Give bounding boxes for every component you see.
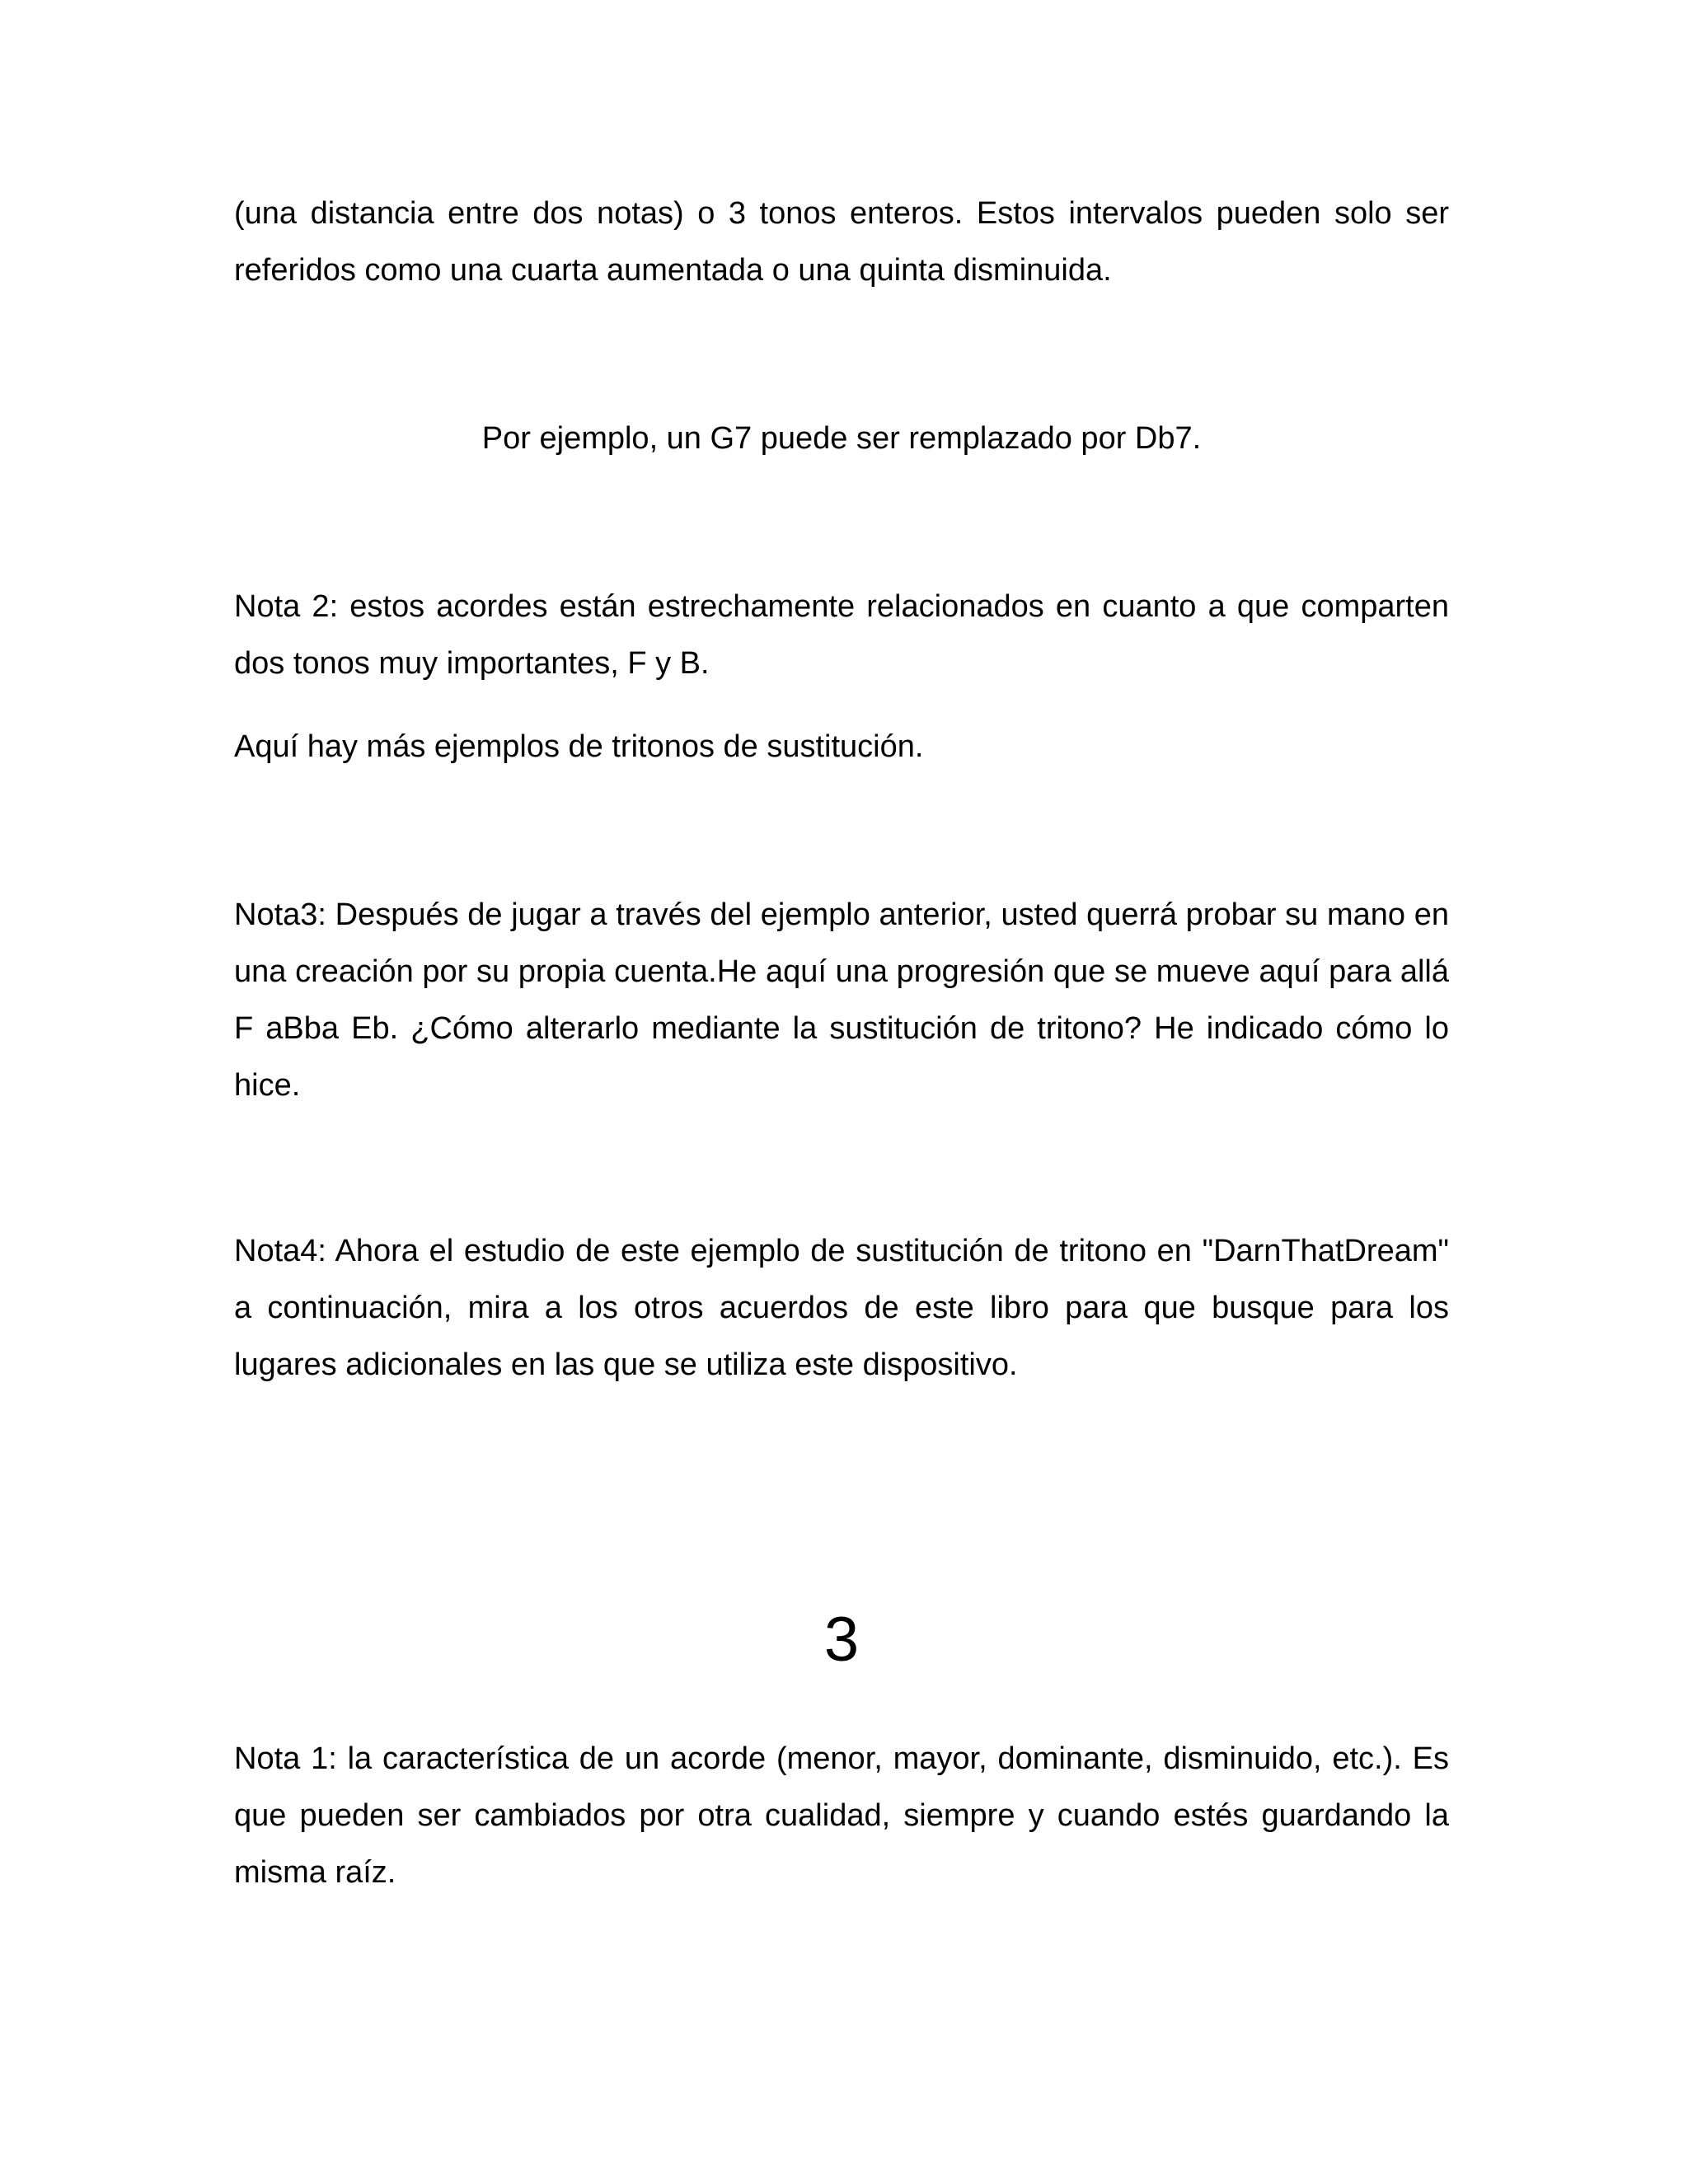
paragraph-example: Por ejemplo, un G7 puede ser remplazado por Db7. xyxy=(481,421,1202,456)
page-number: 3 xyxy=(823,1605,860,1675)
paragraph-more-examples: Aquí hay más ejemplos de tritonos de sustitución. xyxy=(234,729,924,764)
paragraph-nota-4: Nota4: Ahora el estudio de este ejemplo de sustitución de tritono en "DarnThatDream" a continuación, mira a los otros acuerdos de este libro para que busque para los lugares adicionales en las que se utiliza este dispositivo. xyxy=(234,1234,1449,1382)
paragraph-nota-3: Nota3: Después de jugar a través del ejemplo anterior, usted querrá probar su mano en una creación por su propia cuenta.He aquí una progresión que se mueve aquí para allá F aBba Eb. ¿Cómo alterarlo mediante la sustitución de tritono? He indicado cómo lo hice. xyxy=(234,898,1449,1103)
paragraph-intro: (una distancia entre dos notas) o 3 tonos enteros. Estos intervalos pueden solo ser referidos como una cuarta aumentada o una quinta disminuida. xyxy=(234,196,1449,288)
paragraph-nota-2: Nota 2: estos acordes están estrechamente relacionados en cuanto a que comparten dos tonos muy importantes, F y B. xyxy=(234,589,1449,681)
paragraph-nota-1: Nota 1: la característica de un acorde (menor, mayor, dominante, disminuido, etc.). Es que pueden ser cambiados por otra cualidad, siempre y cuando estés guardando la misma raíz. xyxy=(234,1741,1449,1890)
